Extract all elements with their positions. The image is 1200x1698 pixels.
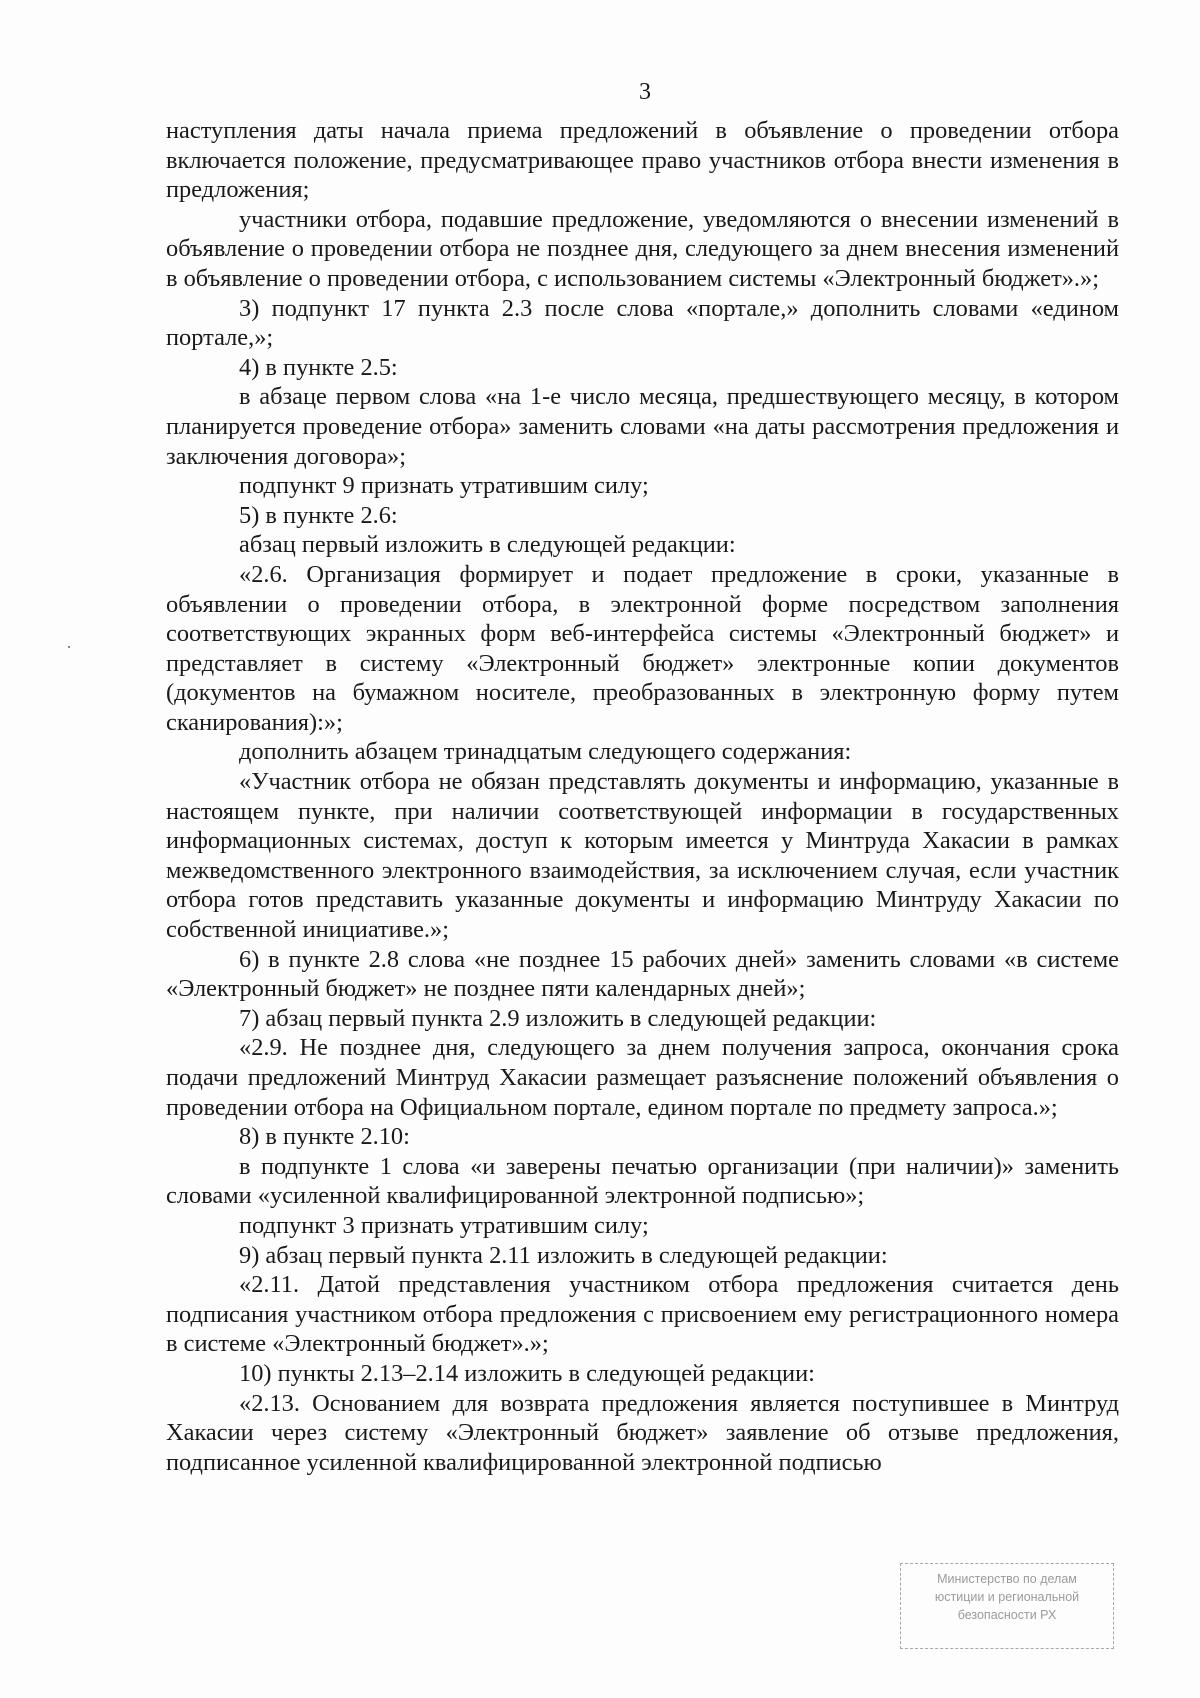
stamp-line: безопасности РХ [957,1608,1057,1622]
paragraph: «2.13. Основанием для возврата предложения является поступившее в Минтруд Хакасии через систему «Электронный бюджет» заявление об отзыве предложения, подписанное усиленной квалифицированной электронной подписью [166,1389,1119,1476]
paragraph: 3) подпункт 17 пункта 2.3 после слова «портале,» дополнить словами «едином портале,»; [166,294,1119,352]
paragraph: 10) пункты 2.13–2.14 изложить в следующей редакции: [239,1359,815,1387]
paragraph: «2.11. Датой представления участником отбора предложения считается день подписания участником отбора предложения с присвоением ему регистрационного номера в системе «Электронный бюджет».»; [166,1271,1119,1358]
paragraph: «2.9. Не позднее дня, следующего за днем получения запроса, окончания срока подачи предложений Минтруд Хакасии размещает разъяснение положений объявления о проведении отбора на Официальном портале, едином портале по предмету запроса.»; [166,1034,1119,1121]
paragraph: «2.6. Организация формирует и подает предложение в сроки, указанные в объявлении о проведении отбора, в электронной форме посредством заполнения соответствующих экранных форм веб-интерфейса системы «Электронный бюджет» и представляет в систему «Электронный бюджет» электронные копии документов (документов на бумажном носителе, преобразованных в электронную форму путем сканирования):»; [166,560,1119,736]
paragraph: 8) в пункте 2.10: [239,1123,410,1151]
document-body [166,116,1119,1477]
paragraph: 9) абзац первый пункта 2.11 изложить в следующей редакции: [239,1241,888,1269]
stamp-line: Министерство по делам [937,1572,1077,1586]
paragraph: участники отбора, подавшие предложение, уведомляются о внесении изменений в объявление о проведении отбора не позднее дня, следующего за днем внесения изменений в объявление о проведении отбора, с использованием системы «Электронный бюджет».»; [166,205,1119,292]
paragraph: подпункт 9 признать утратившим силу; [239,472,649,500]
stamp-line: юстиции и региональной [934,1590,1080,1604]
paragraph: 6) в пункте 2.8 слова «не позднее 15 рабочих дней» заменить словами «в системе «Электронный бюджет» не позднее пяти календарных дней»; [166,945,1119,1003]
paragraph: подпункт 3 признать утратившим силу; [239,1211,649,1239]
paragraph: наступления даты начала приема предложений в объявление о проведении отбора включается положение, предусматривающее право участников отбора внести изменения в предложения; [166,117,1119,204]
paragraph: дополнить абзацем тринадцатым следующего содержания: [239,738,852,766]
paragraph: «Участник отбора не обязан представлять документы и информацию, указанные в настоящем пункте, при наличии соответствующей информации в государственных информационных системах, доступ к которым имеется у Минтруда Хакасии в рамках межведомственного электронного взаимодействия, за исключением случая, если участник отбора готов представить указанные документы и информацию Минтруду Хакасии по собственной инициативе.»; [166,768,1119,944]
page-number: 3 [639,79,651,105]
paragraph: абзац первый изложить в следующей редакции: [239,531,736,559]
paragraph: в абзаце первом слова «на 1-е число месяца, предшествующего месяцу, в котором планируется проведение отбора» заменить словами «на даты рассмотрения предложения и заключения договора»; [166,383,1119,470]
registration-stamp [900,1563,1114,1649]
paragraph: в подпункте 1 слова «и заверены печатью организации (при наличии)» заменить словами «усиленной квалифицированной электронной подписью»; [166,1152,1119,1210]
paragraph: 7) абзац первый пункта 2.9 изложить в следующей редакции: [239,1004,877,1032]
scan-artifact [68,646,70,648]
paragraph: 5) в пункте 2.6: [239,501,398,529]
paragraph: 4) в пункте 2.5: [239,353,398,381]
